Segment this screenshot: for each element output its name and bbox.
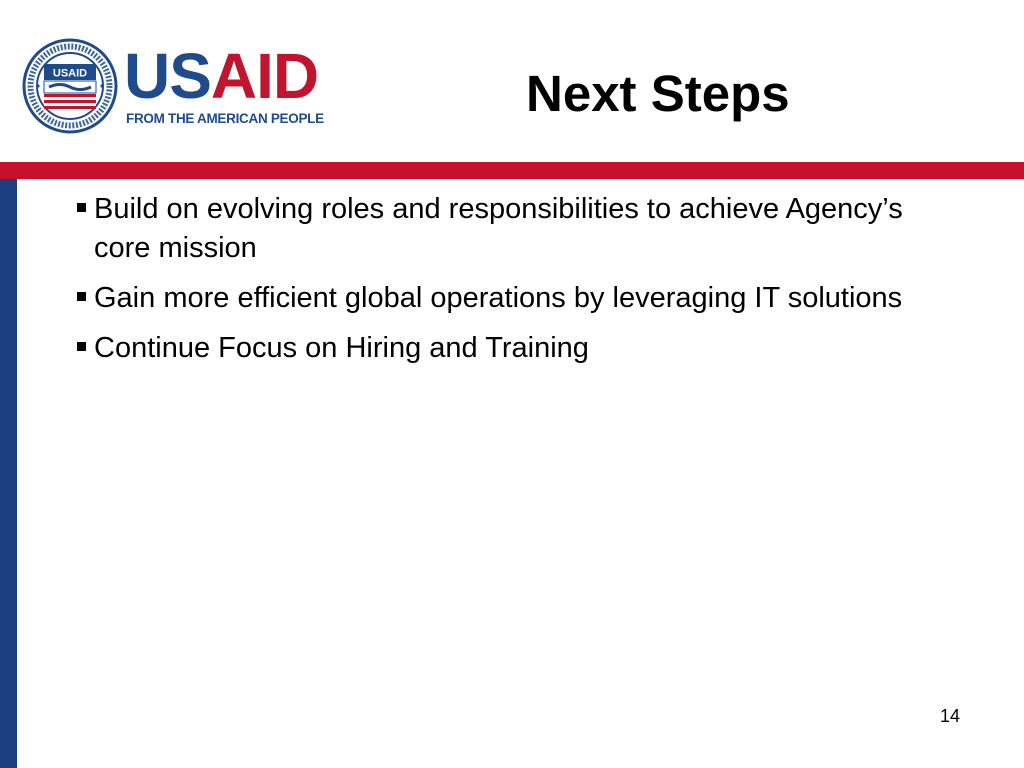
bullet-item bbox=[77, 329, 937, 368]
bullet-text: Build on evolving roles and responsibilities to achieve Agency’s core mission bbox=[94, 193, 903, 264]
wordmark-us: US bbox=[124, 40, 211, 112]
left-accent-bar bbox=[0, 179, 17, 768]
usaid-logo bbox=[22, 38, 342, 136]
square-bullet-icon bbox=[77, 292, 86, 301]
square-bullet-icon bbox=[77, 203, 86, 212]
wordmark-aid: AID bbox=[210, 40, 319, 112]
header-divider-bar bbox=[0, 162, 1024, 179]
bullet-item bbox=[77, 190, 937, 268]
usaid-seal-icon bbox=[22, 38, 118, 134]
usaid-wordmark bbox=[124, 40, 319, 112]
page-number: 14 bbox=[940, 706, 961, 726]
logo-tagline: FROM THE AMERICAN PEOPLE bbox=[126, 111, 324, 126]
slide-title: Next Steps bbox=[526, 65, 790, 122]
square-bullet-icon bbox=[77, 342, 86, 351]
bullet-item bbox=[77, 279, 937, 318]
bullet-text: Gain more efficient global operations by leveraging IT solutions bbox=[94, 282, 903, 314]
bullet-text: Continue Focus on Hiring and Training bbox=[94, 332, 589, 364]
bullet-list bbox=[77, 190, 937, 379]
svg-text:USAID: USAID bbox=[52, 67, 88, 80]
